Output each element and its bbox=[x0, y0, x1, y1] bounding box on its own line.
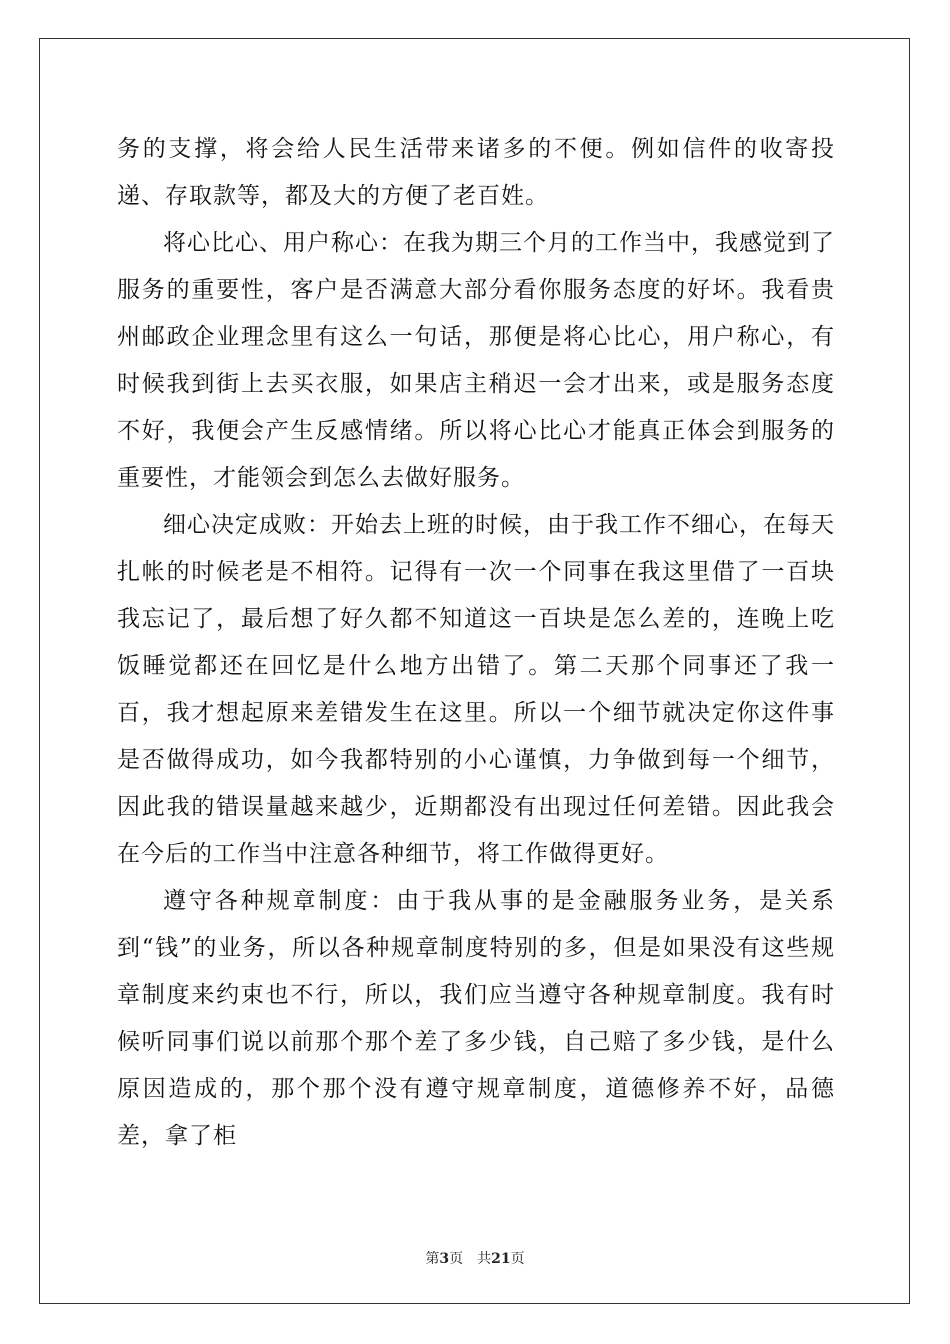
page-current: 3 bbox=[439, 1251, 450, 1267]
paragraph-continued: 务的支撑，将会给人民生活带来诸多的不便。例如信件的收寄投递、存取款等，都及大的方便了老百姓。 bbox=[117, 136, 835, 209]
paragraph-regulations: 遵守各种规章制度：由于我从事的是金融服务业务，是关系到“钱”的业务，所以各种规章制度特别的多，但是如果没有这些规章制度来约束也不行，所以，我们应当遵守各种规章制度。我有时候听同事们说以前那个那个差了多少钱，自己赔了多少钱，是什么原因造成的，那个那个没有遵守规章制度，道德修养不好，品德差，拿了柜 bbox=[117, 888, 835, 1149]
page-footer bbox=[0, 1248, 950, 1268]
total-suffix: 页 bbox=[510, 1251, 525, 1267]
page-total: 21 bbox=[491, 1251, 511, 1267]
paragraph-attention-to-detail: 细心决定成败：开始去上班的时候，由于我工作不细心，在每天扎帐的时候老是不相符。记得有一次一个同事在我这里借了一百块我忘记了，最后想了好久都不知道这一百块是怎么差的，连晚上吃饭睡觉都还在回忆是什么地方出错了。第二天那个同事还了我一百，我才想起原来差错发生在这里。所以一个细节就决定你这件事是否做得成功，如今我都特别的小心谨慎，力争做到每一个细节，因此我的错误量越来越少，近期都没有出现过任何差错。因此我会在今后的工作当中注意各种细节，将工作做得更好。 bbox=[117, 512, 835, 867]
page-prefix: 第 bbox=[425, 1251, 440, 1267]
page-suffix: 页 bbox=[449, 1251, 464, 1267]
total-prefix: 共 bbox=[477, 1251, 492, 1267]
document-body bbox=[117, 126, 835, 1160]
paragraph-empathy: 将心比心、用户称心：在我为期三个月的工作当中，我感觉到了服务的重要性，客户是否满意大部分看你服务态度的好坏。我看贵州邮政企业理念里有这么一句话，那便是将心比心，用户称心，有时候我到街上去买衣服，如果店主稍迟一会才出来，或是服务态度不好，我便会产生反感情绪。所以将心比心才能真正体会到服务的重要性，才能领会到怎么去做好服务。 bbox=[117, 230, 835, 491]
